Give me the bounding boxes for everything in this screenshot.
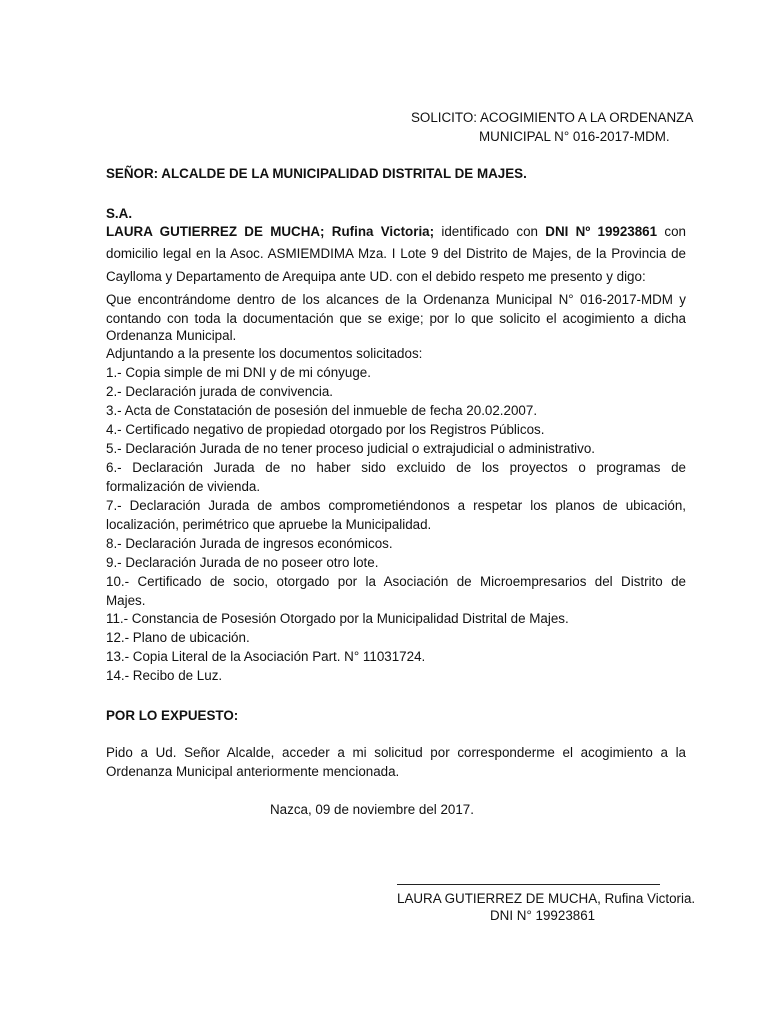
- document-item-10-line-1: 10.- Certificado de socio, otorgado por la Asociación de Microempresarios del Distrito de: [106, 574, 686, 589]
- solicito-line-1: SOLICITO: ACOGIMIENTO A LA ORDENANZA: [411, 110, 694, 125]
- body-line-3: Ordenanza Municipal.: [106, 328, 237, 343]
- document-item-14: 14.- Recibo de Luz.: [106, 668, 223, 683]
- expuesto-heading: POR LO EXPUESTO:: [106, 708, 239, 723]
- applicant-dni: DNI Nº 19923861: [545, 224, 658, 239]
- signature-dni: DNI N° 19923861: [490, 908, 596, 923]
- request-line-1: Pido a Ud. Señor Alcalde, acceder a mi solicitud por corresponderme el acogimiento a la: [106, 745, 686, 760]
- place-date: Nazca, 09 de noviembre del 2017.: [270, 802, 474, 817]
- identified-text: identificado con: [441, 224, 538, 239]
- solicito-line-2: MUNICIPAL N° 016-2017-MDM.: [479, 129, 670, 144]
- document-item-3: 3.- Acta de Constatación de posesión del inmueble de fecha 20.02.2007.: [106, 403, 538, 418]
- document-item-8: 8.- Declaración Jurada de ingresos económicos.: [106, 536, 393, 551]
- document-item-1: 1.- Copia simple de mi DNI y de mi cónyuge.: [106, 365, 371, 380]
- document-item-6-line-2: formalización de vivienda.: [106, 479, 261, 494]
- signature-line: [397, 884, 660, 885]
- document-item-7-line-1: 7.- Declaración Jurada de ambos comprometiéndonos a respetar los planos de ubicación,: [106, 498, 686, 513]
- addressee: SEÑOR: ALCALDE DE LA MUNICIPALIDAD DISTRITAL DE MAJES.: [106, 166, 527, 181]
- attaching-line: Adjuntando a la presente los documentos solicitados:: [106, 346, 423, 361]
- salutation: S.A.: [106, 206, 133, 221]
- intro-line-3: Caylloma y Departamento de Arequipa ante UD. con el debido respeto me presento y digo:: [106, 269, 646, 284]
- request-line-2: Ordenanza Municipal anteriormente mencionada.: [106, 764, 400, 779]
- signature-name: LAURA GUTIERREZ DE MUCHA, Rufina Victoria.: [397, 891, 696, 906]
- body-line-2: contando con toda la documentación que se exige; por lo que solicito el acogimiento a dicha: [106, 311, 686, 326]
- document-item-10-line-2: Majes.: [106, 593, 146, 608]
- document-item-5: 5.- Declaración Jurada de no tener proceso judicial o extrajudicial o administrativo.: [106, 441, 596, 456]
- con-text: con: [664, 224, 686, 239]
- intro-line-2: domicilio legal en la Asoc. ASMIEMDIMA Mza. I Lote 9 del Distrito de Majes, de la Provincia de: [106, 246, 686, 261]
- document-item-11: 11.- Constancia de Posesión Otorgado por la Municipalidad Distrital de Majes.: [106, 611, 569, 626]
- document-item-4: 4.- Certificado negativo de propiedad otorgado por los Registros Públicos.: [106, 422, 545, 437]
- body-line-1: Que encontrándome dentro de los alcances de la Ordenanza Municipal N° 016-2017-MDM y: [106, 292, 686, 307]
- applicant-name: LAURA GUTIERREZ DE MUCHA; Rufina Victoria;: [106, 224, 435, 239]
- document-item-2: 2.- Declaración jurada de convivencia.: [106, 384, 334, 399]
- document-item-9: 9.- Declaración Jurada de no poseer otro lote.: [106, 555, 379, 570]
- document-item-13: 13.- Copia Literal de la Asociación Part. N° 11031724.: [106, 649, 426, 664]
- document-item-12: 12.- Plano de ubicación.: [106, 630, 250, 645]
- intro-line-1: [106, 223, 686, 241]
- document-item-7-line-2: localización, perimétrico que apruebe la Municipalidad.: [106, 517, 432, 532]
- document-item-6-line-1: 6.- Declaración Jurada de no haber sido excluido de los proyectos o programas de: [106, 460, 686, 475]
